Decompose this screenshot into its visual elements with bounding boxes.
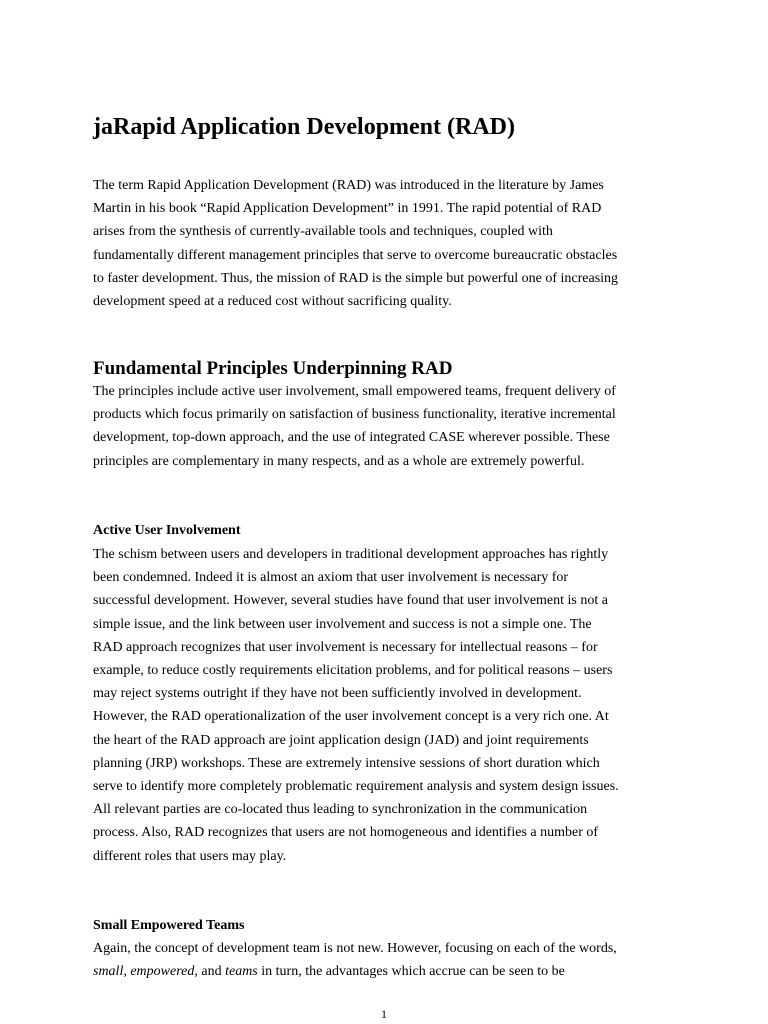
text-line: the heart of the RAD approach are joint application design (JAD) and joint requirements bbox=[93, 732, 589, 748]
page-number: 1 bbox=[381, 1007, 387, 1021]
text-line: simple issue, and the link between user involvement and success is not a simple one. The bbox=[93, 616, 592, 632]
text-line: Again, the concept of development team is not new. However, focusing on each of the words, bbox=[93, 941, 617, 956]
text-fragment: in turn, the advantages which accrue can be seen to be bbox=[257, 964, 565, 980]
text-line: arises from the synthesis of currently-available tools and techniques, coupled with bbox=[93, 224, 553, 240]
emphasis-small: small bbox=[93, 964, 124, 980]
text-line: principles are complementary in many respects, and as a whole are extremely powerful. bbox=[93, 453, 585, 469]
text-line: fundamentally different management principles that serve to overcome bureaucratic obstacles bbox=[93, 247, 618, 263]
text-line: Martin in his book “Rapid Application Development” in 1991. The rapid potential of RAD bbox=[93, 201, 602, 217]
text-line: serve to identify more completely problematic requirement analysis and system design issues. bbox=[93, 779, 619, 795]
text-line: The principles include active user involvement, small empowered teams, frequent delivery of bbox=[93, 384, 616, 399]
text-line: different roles that users may play. bbox=[93, 848, 287, 864]
text-fragment: , bbox=[123, 964, 131, 980]
subsection-heading-active-user-involvement: Active User Involvement bbox=[93, 523, 241, 538]
principles-paragraph bbox=[93, 380, 693, 473]
active-user-involvement-paragraph bbox=[93, 543, 693, 868]
section-heading: Fundamental Principles Underpinning RAD bbox=[93, 358, 453, 379]
text-line: RAD approach recognizes that user involvement is necessary for intellectual reasons – for bbox=[93, 639, 598, 655]
text-line: However, the RAD operationalization of the user involvement concept is a very rich one. At bbox=[93, 709, 609, 725]
text-line: The schism between users and developers in traditional development approaches has rightly bbox=[93, 547, 609, 562]
text-line: products which focus primarily on satisfaction of business functionality, iterative incremental bbox=[93, 407, 616, 423]
subsection-heading-small-empowered-teams: Small Empowered Teams bbox=[93, 918, 245, 933]
document-title: jaRapid Application Development (RAD) bbox=[93, 114, 516, 140]
text-line: may reject systems outright if they have not been sufficiently involved in development. bbox=[93, 686, 582, 702]
text-line: All relevant parties are co-located thus leading to synchronization in the communication bbox=[93, 802, 588, 818]
emphasis-empowered: empowered bbox=[130, 964, 195, 980]
emphasis-teams: teams bbox=[225, 964, 258, 980]
text-line: planning (JRP) workshops. These are extremely intensive sessions of short duration which bbox=[93, 755, 600, 771]
text-line: The term Rapid Application Development (RAD) was introduced in the literature by James bbox=[93, 178, 604, 193]
text-line: successful development. However, several studies have found that user involvement is not a bbox=[93, 593, 608, 609]
text-line bbox=[93, 960, 693, 983]
text-line: development speed at a reduced cost without sacrificing quality. bbox=[93, 294, 452, 310]
intro-paragraph bbox=[93, 174, 693, 313]
text-line: development, top-down approach, and the use of integrated CASE wherever possible. These bbox=[93, 430, 610, 446]
text-fragment: , and bbox=[194, 964, 226, 980]
text-line: to faster development. Thus, the mission of RAD is the simple but powerful one of increasing bbox=[93, 270, 619, 286]
text-line: example, to reduce costly requirements elicitation problems, and for political reasons – users bbox=[93, 663, 613, 679]
small-empowered-teams-paragraph bbox=[93, 937, 693, 983]
text-line: been condemned. Indeed it is almost an axiom that user involvement is necessary for bbox=[93, 570, 569, 586]
text-line: process. Also, RAD recognizes that users are not homogeneous and identifies a number of bbox=[93, 825, 599, 841]
